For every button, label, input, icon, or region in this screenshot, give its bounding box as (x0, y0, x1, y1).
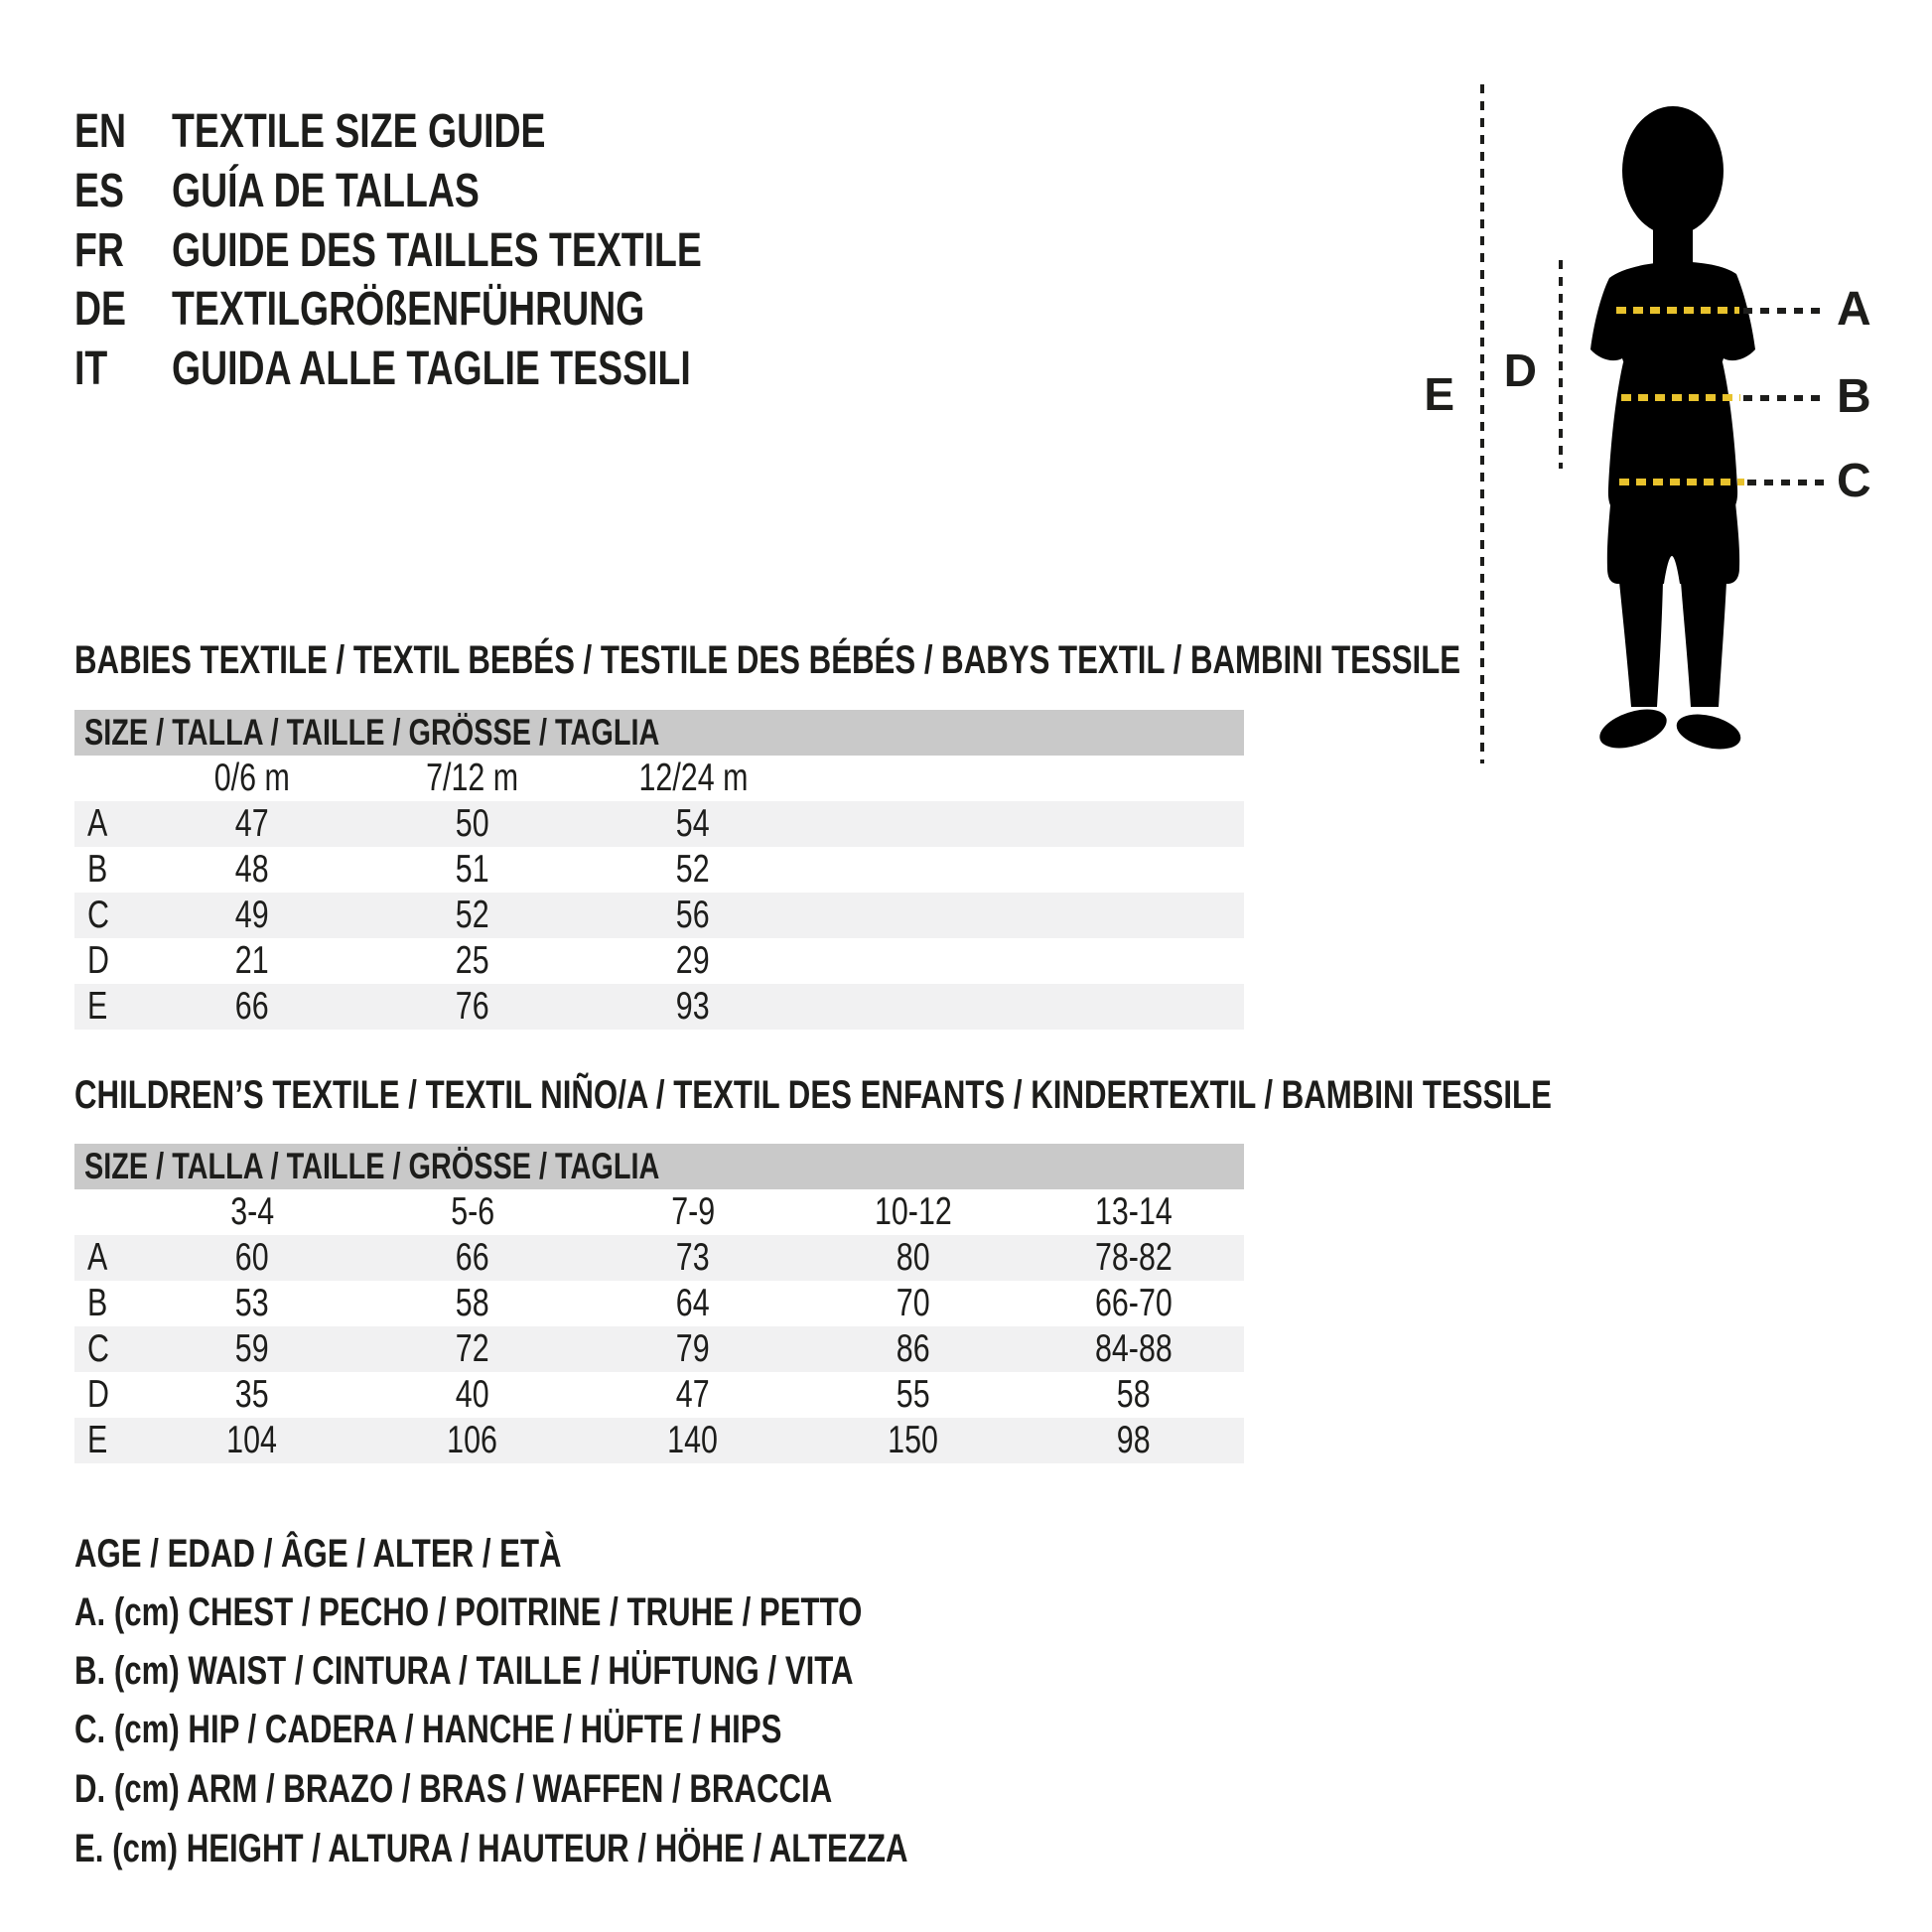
children-col-header (1024, 1189, 1244, 1235)
row-label (74, 1326, 142, 1372)
babies-size-header-bar (74, 710, 1244, 756)
row-label (74, 801, 142, 847)
figure-label-e: E (1424, 368, 1454, 420)
cell-text: 66 (235, 985, 269, 1028)
babies-col-header-text: 7/12 m (426, 757, 519, 799)
babies-section-title-text: BABIES TEXTILE / TEXTIL BEBÉS / TESTILE DES BÉBÉS / BABYS TEXTIL / BAMBINI TESSILE (74, 638, 1461, 682)
children-size-header-bar (74, 1144, 1244, 1189)
cell-text: 55 (897, 1373, 930, 1416)
table-row (74, 984, 1244, 1030)
row-label-text: B (87, 1282, 108, 1324)
legend-arm (74, 1759, 1046, 1819)
cell-text: 76 (456, 985, 489, 1028)
cell-text: 52 (676, 848, 710, 891)
value-cell (142, 1326, 362, 1372)
children-col-header (803, 1189, 1024, 1235)
value-cell (362, 1281, 583, 1326)
corner-cell (74, 756, 142, 801)
babies-col-header-text: 12/24 m (638, 757, 748, 799)
cell-text: 106 (447, 1419, 498, 1461)
value-cell (142, 938, 362, 984)
cell-text: 98 (1117, 1419, 1151, 1461)
row-label-text: E (87, 1419, 108, 1461)
children-col-header-text: 7-9 (671, 1190, 715, 1233)
row-label (74, 847, 142, 893)
cell-text: 78-82 (1095, 1236, 1173, 1279)
value-cell (362, 938, 583, 984)
value-cell (1024, 1235, 1244, 1281)
cell-text: 150 (888, 1419, 939, 1461)
cell-text: 25 (456, 939, 489, 982)
value-cell (362, 984, 583, 1030)
cell-text: 48 (235, 848, 269, 891)
figure-label-d: D (1503, 345, 1537, 396)
cell-text: 56 (676, 894, 710, 936)
cell-text: 86 (897, 1327, 930, 1370)
cell-text: 140 (667, 1419, 719, 1461)
cell-text: 93 (676, 985, 710, 1028)
legend-hip-text: C. (cm) HIP / CADERA / HANCHE / HÜFTE / HIPS (74, 1708, 782, 1751)
table-row (74, 801, 1244, 847)
table-row (74, 1418, 1244, 1463)
value-cell (1024, 1418, 1244, 1463)
value-cell (142, 801, 362, 847)
table-row (74, 1235, 1244, 1281)
cell-text: 104 (226, 1419, 278, 1461)
silhouette-neck (1653, 213, 1693, 268)
legend-waist (74, 1641, 1073, 1701)
language-title-it: GUIDA ALLE TAGLIE TESSILI (172, 343, 691, 395)
cell-text: 66-70 (1095, 1282, 1173, 1324)
cell-text: 51 (456, 848, 489, 891)
language-code-en: EN (74, 105, 127, 158)
legend-chest (74, 1583, 1084, 1642)
value-cell (1024, 1326, 1244, 1372)
cell-text: 66 (456, 1236, 489, 1279)
value-cell (362, 1418, 583, 1463)
table-row (74, 1372, 1244, 1418)
legend-age-text: AGE / EDAD / ÂGE / ALTER / ETÀ (74, 1532, 562, 1576)
value-cell (803, 1418, 1024, 1463)
value-cell (583, 1281, 803, 1326)
value-cell (142, 1418, 362, 1463)
cell-text: 35 (235, 1373, 269, 1416)
figure-label-c: C (1837, 455, 1871, 507)
babies-col-header (583, 756, 803, 801)
value-cell (362, 1235, 583, 1281)
row-label-text: C (87, 1327, 109, 1370)
cell-text: 47 (235, 802, 269, 845)
language-code-it: IT (74, 343, 108, 395)
value-cell (142, 1372, 362, 1418)
cell-text: 73 (676, 1236, 710, 1279)
cell-text: 53 (235, 1282, 269, 1324)
cell-text: 79 (676, 1327, 710, 1370)
cell-text: 84-88 (1095, 1327, 1173, 1370)
children-size-header-text: SIZE / TALLA / TAILLE / GRÖSSE / TAGLIA (84, 1146, 660, 1186)
value-cell (803, 1235, 1024, 1281)
cell-text: 40 (456, 1373, 489, 1416)
language-code-es: ES (74, 165, 124, 217)
legend-arm-text: D. (cm) ARM / BRAZO / BRAS / WAFFEN / BRACCIA (74, 1767, 833, 1811)
cell-text: 70 (897, 1282, 930, 1324)
babies-size-table (74, 710, 1244, 1030)
value-cell (583, 1418, 803, 1463)
silhouette-right-shoe (1673, 708, 1744, 755)
children-column-header-row (74, 1189, 1244, 1235)
value-cell (583, 1326, 803, 1372)
row-label-text: A (87, 802, 108, 845)
value-cell (583, 984, 803, 1030)
waist-dashline-dark (1743, 395, 1825, 401)
language-code-de: DE (74, 283, 127, 336)
value-cell (583, 893, 803, 938)
babies-col-header (362, 756, 583, 801)
table-row (74, 1281, 1244, 1326)
children-size-table (74, 1144, 1244, 1463)
cell-text: 29 (676, 939, 710, 982)
cell-text: 72 (456, 1327, 489, 1370)
row-label-text: D (87, 939, 109, 982)
value-cell (803, 1372, 1024, 1418)
cell-text: 21 (235, 939, 269, 982)
cell-text: 58 (1117, 1373, 1151, 1416)
table-row (74, 938, 1244, 984)
value-cell (583, 847, 803, 893)
hip-dashline-dark (1747, 480, 1825, 485)
arm-measure-dashline-d (1559, 260, 1563, 469)
language-title-fr: GUIDE DES TAILLES TEXTILE (172, 224, 702, 277)
table-row (74, 1326, 1244, 1372)
hip-dashline-yellow (1619, 479, 1744, 485)
corner-cell (74, 1189, 142, 1235)
babies-size-header-text: SIZE / TALLA / TAILLE / GRÖSSE / TAGLIA (84, 712, 660, 753)
value-cell (362, 1326, 583, 1372)
language-code-fr: FR (74, 224, 124, 277)
language-title-es: GUÍA DE TALLAS (172, 165, 480, 217)
children-col-header (362, 1189, 583, 1235)
row-label-text: D (87, 1373, 109, 1416)
row-label (74, 938, 142, 984)
chest-dashline-dark (1743, 308, 1825, 314)
row-label (74, 1235, 142, 1281)
babies-col-header-text: 0/6 m (213, 757, 291, 799)
cell-text: 80 (897, 1236, 930, 1279)
legend-waist-text: B. (cm) WAIST / CINTURA / TAILLE / HÜFTUNG / VITA (74, 1649, 854, 1693)
value-cell (362, 801, 583, 847)
cell-text: 60 (235, 1236, 269, 1279)
cell-text: 49 (235, 894, 269, 936)
row-label (74, 1281, 142, 1326)
value-cell (362, 847, 583, 893)
silhouette-left-shoe (1594, 702, 1671, 755)
row-label-text: A (87, 1236, 108, 1279)
cell-text: 52 (456, 894, 489, 936)
cell-text: 59 (235, 1327, 269, 1370)
value-cell (583, 801, 803, 847)
legend-age (74, 1524, 699, 1584)
babies-column-header-row (74, 756, 1244, 801)
legend-height-text: E. (cm) HEIGHT / ALTURA / HAUTEUR / HÖHE / ALTEZZA (74, 1827, 908, 1870)
figure-label-a: A (1837, 283, 1871, 336)
waist-dashline-yellow (1621, 394, 1740, 401)
language-title-en: TEXTILE SIZE GUIDE (172, 105, 546, 158)
row-label-text: B (87, 848, 108, 891)
value-cell (362, 893, 583, 938)
language-title-de: TEXTILGRÖßENFÜHRUNG (172, 283, 645, 336)
children-section-title (74, 1065, 1932, 1125)
children-col-header-text: 3-4 (230, 1190, 274, 1233)
cell-text: 58 (456, 1282, 489, 1324)
children-section-title-text: CHILDREN’S TEXTILE / TEXTIL NIÑO/A / TEXTIL DES ENFANTS / KINDERTEXTIL / BAMBINI TESSILE (74, 1073, 1552, 1117)
value-cell (1024, 1372, 1244, 1418)
table-row (74, 847, 1244, 893)
cell-text: 54 (676, 802, 710, 845)
babies-col-header (142, 756, 362, 801)
value-cell (142, 847, 362, 893)
children-col-header-text: 10-12 (875, 1190, 952, 1233)
value-cell (142, 984, 362, 1030)
value-cell (583, 1372, 803, 1418)
value-cell (803, 1326, 1024, 1372)
legend-chest-text: A. (cm) CHEST / PECHO / POITRINE / TRUHE / PETTO (74, 1590, 863, 1634)
figure-label-b: B (1837, 370, 1871, 423)
value-cell (142, 1235, 362, 1281)
row-label (74, 1372, 142, 1418)
value-cell (583, 1235, 803, 1281)
children-col-header (583, 1189, 803, 1235)
row-label (74, 893, 142, 938)
row-label (74, 984, 142, 1030)
value-cell (362, 1372, 583, 1418)
children-col-header-text: 5-6 (451, 1190, 494, 1233)
table-row (74, 893, 1244, 938)
children-col-header-text: 13-14 (1095, 1190, 1173, 1233)
cell-text: 47 (676, 1373, 710, 1416)
children-col-header (142, 1189, 362, 1235)
chest-dashline-yellow (1616, 307, 1739, 314)
legend-height (74, 1819, 1143, 1878)
value-cell (803, 1281, 1024, 1326)
value-cell (142, 1281, 362, 1326)
value-cell (1024, 1281, 1244, 1326)
value-cell (142, 893, 362, 938)
legend-hip (74, 1700, 981, 1759)
cell-text: 50 (456, 802, 489, 845)
row-label-text: E (87, 985, 108, 1028)
value-cell (583, 938, 803, 984)
babies-section-title (74, 630, 1852, 690)
row-label (74, 1418, 142, 1463)
row-label-text: C (87, 894, 109, 936)
cell-text: 64 (676, 1282, 710, 1324)
